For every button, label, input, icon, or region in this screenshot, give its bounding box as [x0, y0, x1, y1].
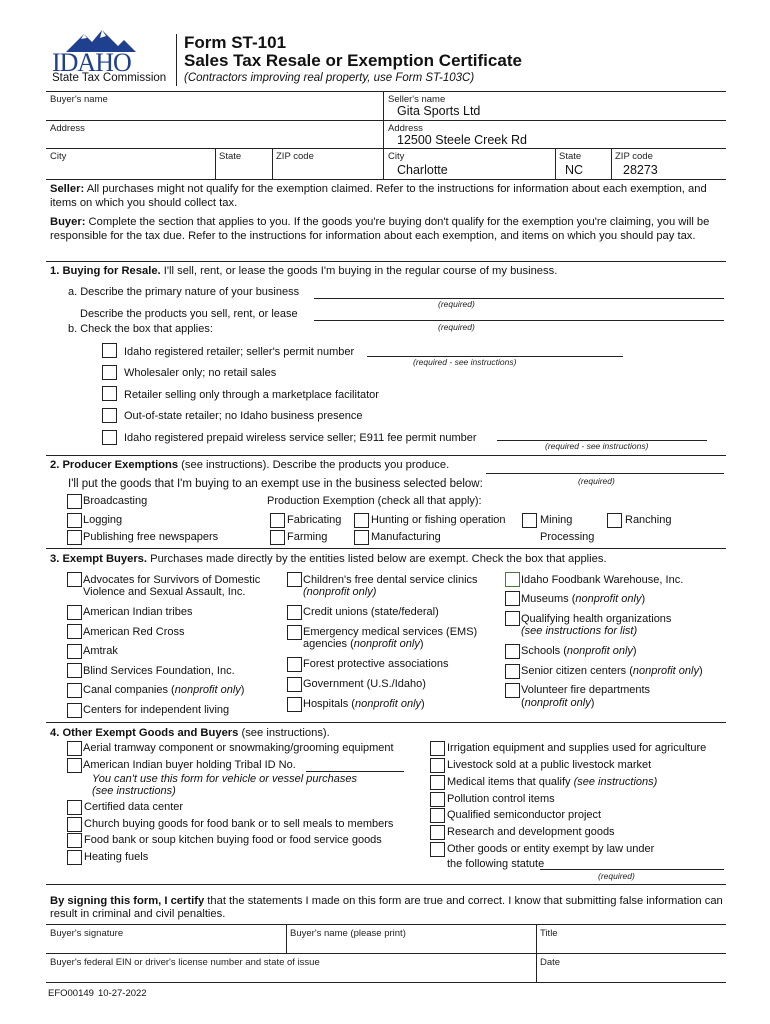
- checkbox-museums[interactable]: [505, 591, 520, 606]
- checkbox-out-of-state[interactable]: [102, 408, 117, 423]
- statute-field[interactable]: [540, 869, 724, 870]
- agency-name: State Tax Commission: [52, 72, 167, 84]
- checkbox-independent-living[interactable]: [67, 703, 82, 718]
- option-blind-services: Blind Services Foundation, Inc.: [83, 665, 235, 677]
- production-exemption-label: Production Exemption (check all that apply):: [267, 495, 482, 507]
- exempt-use-intro: I'll put the goods that I'm buying to an exempt use in the business selected below:: [68, 478, 483, 490]
- option-data-center: Certified data center: [84, 801, 184, 813]
- vehicle-note-line2: (see instructions): [92, 785, 176, 797]
- buyer-print-name-field[interactable]: [287, 938, 535, 952]
- checkbox-schools[interactable]: [505, 644, 520, 659]
- date-field[interactable]: [537, 967, 725, 981]
- option-amtrak: Amtrak: [83, 645, 118, 657]
- tribal-id-field[interactable]: [306, 771, 404, 772]
- section3-heading: 3. Exempt Buyers. Purchases made directly by the entities listed below are exempt. Check the box that applies.: [50, 553, 607, 565]
- products-label: Describe the products you sell, rent, or lease: [80, 308, 298, 320]
- checkbox-canal-companies[interactable]: [67, 683, 82, 698]
- required-note: (required): [438, 322, 475, 332]
- buyer-name-label: Buyer's name: [50, 94, 108, 105]
- option-pollution-control: Pollution control items: [447, 793, 555, 805]
- checkbox-mining[interactable]: [522, 513, 537, 528]
- checkbox-american-indian-tribes[interactable]: [67, 605, 82, 620]
- option-marketplace: Retailer selling only through a marketplace facilitator: [124, 389, 379, 401]
- checkbox-fabricating[interactable]: [270, 513, 285, 528]
- date-label: Date: [540, 957, 561, 968]
- option-schools: Schools (nonprofit only): [521, 645, 637, 657]
- checkbox-manufacturing[interactable]: [354, 530, 369, 545]
- option-registered-retailer: Idaho registered retailer; seller's permit number: [124, 346, 355, 358]
- checkbox-registered-retailer[interactable]: [102, 343, 117, 358]
- idaho-logo: [52, 30, 170, 86]
- option-ranching: Ranching: [625, 514, 672, 526]
- checkbox-wholesaler[interactable]: [102, 365, 117, 380]
- option-american-indian-tribes: American Indian tribes: [83, 606, 193, 618]
- form-date: 10-27-2022: [98, 988, 147, 999]
- checkbox-prepaid-wireless[interactable]: [102, 430, 117, 445]
- checkbox-irrigation[interactable]: [430, 741, 445, 756]
- check-box-label: b. Check the box that applies:: [68, 323, 213, 335]
- option-advocates-line2: Violence and Sexual Assault, Inc.: [83, 586, 246, 598]
- option-prepaid-wireless: Idaho registered prepaid wireless service seller; E911 fee permit number: [124, 432, 477, 444]
- seller-name-field[interactable]: Gita Sports Ltd: [397, 104, 481, 118]
- option-tribal-id: American Indian buyer holding Tribal ID No.: [83, 759, 296, 771]
- title-field[interactable]: [537, 938, 725, 952]
- title-label: Title: [540, 928, 558, 939]
- option-dental-clinics: Children's free dental service clinics: [303, 574, 478, 586]
- option-museums: Museums (nonprofit only): [521, 593, 646, 605]
- required-see-note: (required - see instructions): [413, 357, 517, 367]
- checkbox-publishing[interactable]: [67, 530, 82, 545]
- checkbox-ranching[interactable]: [607, 513, 622, 528]
- option-american-red-cross: American Red Cross: [83, 626, 185, 638]
- option-publishing: Publishing free newspapers: [83, 531, 219, 543]
- certification-text: By signing this form, I certify that the statements I made on this form are true and correct. I know that submitting false information can result in criminal and civil penalties.: [50, 895, 723, 920]
- option-soup-kitchen: Food bank or soup kitchen buying food or food service goods: [84, 834, 382, 846]
- option-ems-line2: agencies (nonprofit only): [303, 638, 424, 650]
- checkbox-heating-fuels[interactable]: [67, 850, 82, 865]
- buyer-address-label: Address: [50, 123, 85, 134]
- option-out-of-state: Out-of-state retailer; no Idaho business presence: [124, 410, 363, 422]
- seller-city-field[interactable]: Charlotte: [397, 163, 448, 177]
- option-ems: Emergency medical services (EMS): [303, 626, 478, 638]
- checkbox-semiconductor[interactable]: [430, 808, 445, 823]
- form-title: Sales Tax Resale or Exemption Certificate: [184, 51, 522, 70]
- required-see-note: (required - see instructions): [545, 441, 649, 451]
- option-medical-items: Medical items that qualify (see instructions): [447, 776, 658, 788]
- checkbox-dental-clinics[interactable]: [287, 572, 302, 587]
- option-forest-protective: Forest protective associations: [303, 658, 449, 670]
- option-aerial-tramway: Aerial tramway component or snowmaking/grooming equipment: [83, 742, 394, 754]
- option-heating-fuels: Heating fuels: [84, 851, 149, 863]
- option-mining: Mining: [540, 514, 573, 526]
- buyer-print-name-label: Buyer's name (please print): [290, 928, 406, 939]
- option-advocates: Advocates for Survivors of Domestic: [83, 574, 261, 586]
- checkbox-livestock[interactable]: [430, 758, 445, 773]
- required-note: (required): [598, 871, 635, 881]
- ein-label: Buyer's federal EIN or driver's license number and state of issue: [50, 957, 320, 968]
- buyer-city-field[interactable]: [46, 161, 214, 178]
- option-senior-centers: Senior citizen centers (nonprofit only): [521, 665, 703, 677]
- products-produced-field[interactable]: [486, 473, 724, 474]
- buyer-state-label: State: [219, 151, 242, 162]
- checkbox-other-goods[interactable]: [430, 842, 445, 857]
- checkbox-hospitals[interactable]: [287, 697, 302, 712]
- buyer-signature-field[interactable]: [46, 938, 285, 952]
- checkbox-senior-centers[interactable]: [505, 664, 520, 679]
- option-semiconductor: Qualified semiconductor project: [447, 809, 602, 821]
- option-canal-companies: Canal companies (nonprofit only): [83, 684, 245, 696]
- checkbox-government[interactable]: [287, 677, 302, 692]
- option-livestock: Livestock sold at a public livestock market: [447, 759, 652, 771]
- option-other-goods: Other goods or entity exempt by law under: [447, 843, 655, 855]
- seller-zip-label: ZIP code: [615, 151, 653, 162]
- section4-heading: 4. Other Exempt Goods and Buyers (see instructions).: [50, 727, 330, 739]
- checkbox-volunteer-fire[interactable]: [505, 683, 520, 698]
- seller-address-field[interactable]: 12500 Steele Creek Rd: [397, 133, 527, 147]
- buyer-instructions: Buyer: Complete the section that applies to you. If the goods you're buying don't qualify for the exemption you're claiming, you will be responsible for the tax due. Refer to the instructions for information about each exemption, and items on which you should pay tax.: [50, 216, 710, 242]
- option-government: Government (U.S./Idaho): [303, 678, 426, 690]
- seller-address-label: Address: [388, 123, 423, 134]
- checkbox-pollution-control[interactable]: [430, 792, 445, 807]
- checkbox-advocates[interactable]: [67, 572, 82, 587]
- option-volunteer-fire: Volunteer fire departments: [521, 684, 651, 696]
- checkbox-blind-services[interactable]: [67, 663, 82, 678]
- seller-state-field[interactable]: NC: [565, 163, 584, 177]
- volunteer-fire-nonprofit: (nonprofit only): [521, 697, 595, 709]
- statute-label: the following statute: [447, 858, 545, 870]
- option-idaho-foodbank: Idaho Foodbank Warehouse, Inc.: [521, 574, 684, 586]
- checkbox-american-red-cross[interactable]: [67, 624, 82, 639]
- option-fabricating: Fabricating: [287, 514, 342, 526]
- checkbox-logging[interactable]: [67, 513, 82, 528]
- checkbox-hunting-fishing[interactable]: [354, 513, 369, 528]
- option-church-food-bank: Church buying goods for food bank or to sell meals to members: [84, 818, 394, 830]
- option-irrigation: Irrigation equipment and supplies used for agriculture: [447, 742, 707, 754]
- option-independent-living: Centers for independent living: [83, 704, 230, 716]
- checkbox-medical-items[interactable]: [430, 775, 445, 790]
- seller-name-label: Seller's name: [388, 94, 446, 105]
- option-manufacturing: Manufacturing: [371, 531, 441, 543]
- option-hunting-fishing: Hunting or fishing operation: [371, 514, 506, 526]
- required-note: (required): [438, 299, 475, 309]
- option-credit-unions: Credit unions (state/federal): [303, 606, 439, 618]
- checkbox-research[interactable]: [430, 825, 445, 840]
- seller-city-label: City: [388, 151, 405, 162]
- business-nature-label: a. Describe the primary nature of your business: [68, 286, 300, 298]
- ein-field[interactable]: [46, 967, 535, 981]
- checkbox-aerial-tramway[interactable]: [67, 741, 82, 756]
- buyer-city-label: City: [50, 151, 67, 162]
- checkbox-tribal-id[interactable]: [67, 758, 82, 773]
- checkbox-idaho-foodbank[interactable]: [505, 572, 520, 587]
- option-health-orgs-line2: (see instructions for list): [521, 625, 638, 637]
- dental-nonprofit-note: (nonprofit only): [303, 586, 377, 598]
- option-wholesaler: Wholesaler only; no retail sales: [124, 367, 277, 379]
- buyer-state-field[interactable]: [216, 161, 271, 178]
- logo-word: IDAHO: [52, 48, 131, 77]
- seller-state-label: State: [559, 151, 582, 162]
- form-code: EFO00149: [48, 988, 94, 999]
- checkbox-farming[interactable]: [270, 530, 285, 545]
- checkbox-broadcasting[interactable]: [67, 494, 82, 509]
- checkbox-forest-protective[interactable]: [287, 657, 302, 672]
- business-nature-field[interactable]: [314, 298, 724, 299]
- checkbox-credit-unions[interactable]: [287, 605, 302, 620]
- option-broadcasting: Broadcasting: [83, 495, 148, 507]
- required-note: (required): [578, 476, 615, 486]
- checkbox-church-food-bank[interactable]: [67, 817, 82, 832]
- products-field[interactable]: [314, 320, 724, 321]
- form-subtitle: (Contractors improving real property, use Form ST-103C): [184, 72, 475, 84]
- section1-heading: 1. Buying for Resale. I'll sell, rent, or lease the goods I'm buying in the regular course of my business.: [50, 265, 558, 277]
- form-number: Form ST-101: [184, 33, 287, 52]
- option-processing: Processing: [540, 531, 595, 543]
- buyer-signature-label: Buyer's signature: [50, 928, 124, 939]
- checkbox-ems[interactable]: [287, 625, 302, 640]
- checkbox-soup-kitchen[interactable]: [67, 833, 82, 848]
- vehicle-note: You can't use this form for vehicle or vessel purchases: [92, 773, 358, 785]
- checkbox-amtrak[interactable]: [67, 644, 82, 659]
- seller-zip-field[interactable]: 28273: [623, 163, 658, 177]
- option-research: Research and development goods: [447, 826, 615, 838]
- option-farming: Farming: [287, 531, 328, 543]
- buyer-zip-label: ZIP code: [276, 151, 314, 162]
- option-health-orgs: Qualifying health organizations: [521, 613, 672, 625]
- checkbox-data-center[interactable]: [67, 800, 82, 815]
- buyer-name-field[interactable]: [46, 104, 382, 119]
- buyer-address-field[interactable]: [46, 133, 382, 147]
- checkbox-marketplace[interactable]: [102, 386, 117, 401]
- section2-heading: 2. Producer Exemptions (see instructions). Describe the products you produce.: [50, 459, 450, 471]
- option-logging: Logging: [83, 514, 123, 526]
- buyer-zip-field[interactable]: [273, 161, 382, 178]
- seller-instructions: Seller: All purchases might not qualify for the exemption claimed. Refer to the instructions for information about each exemption, and items on which you should collect tax.: [50, 183, 707, 209]
- option-hospitals: Hospitals (nonprofit only): [303, 698, 425, 710]
- checkbox-health-orgs[interactable]: [505, 611, 520, 626]
